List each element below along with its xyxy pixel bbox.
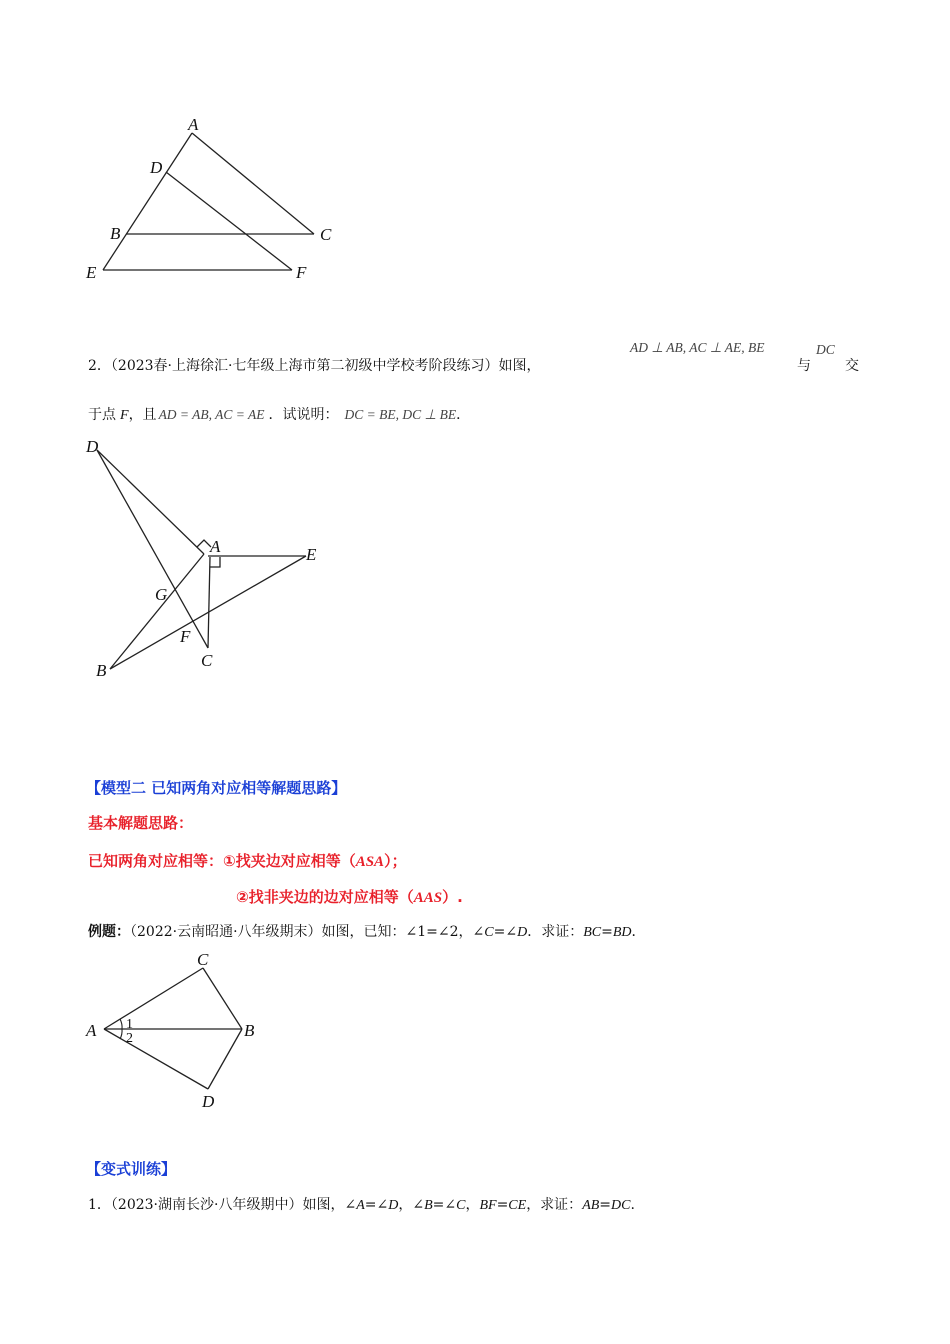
math-perpendicular-conditions: AD ⊥ AB, AC ⊥ AE, BE <box>630 340 765 355</box>
label-C: C <box>197 950 209 969</box>
label-F: F <box>180 627 191 646</box>
math-conclusion: DC = BE, DC ⊥ BE <box>344 407 457 422</box>
label-E: E <box>86 263 97 282</box>
asa-label: ASA <box>355 854 385 870</box>
label-A: A <box>210 537 221 556</box>
label-D: D <box>202 1092 215 1111</box>
label-A: A <box>188 115 199 134</box>
math-DC: DC <box>816 342 835 357</box>
text-yudian: 于点 <box>88 407 116 423</box>
approach-line-1 <box>88 850 407 871</box>
v-D: D <box>388 1198 399 1213</box>
v-A: A <box>356 1198 365 1213</box>
label-D: D <box>150 158 163 177</box>
segment-AE <box>103 133 192 270</box>
model-2-heading: 【模型二 已知两角对应相等解题思路】 <box>86 779 347 797</box>
approach-asa-text: 已知两角对应相等：①找夹边对应相等（ <box>88 852 356 870</box>
label-C: C <box>320 225 332 244</box>
figure-2-perpendicular-diagram <box>80 430 340 690</box>
right-angle-mark-CAE <box>210 557 220 567</box>
math-equal-sides: AD = AB, AC = AE <box>158 407 265 422</box>
variant-training-heading: 【变式训练】 <box>86 1160 177 1178</box>
label-B: B <box>110 224 121 243</box>
label-D: D <box>86 437 99 456</box>
approach-aas-text: ②找非夹边的边对应相等（ <box>236 888 414 906</box>
segment-AC <box>104 968 203 1029</box>
label-F: F <box>296 263 307 282</box>
approach-line-2 <box>236 886 463 907</box>
angle-label-2: 2 <box>126 1031 133 1046</box>
problem-2-line-2 <box>88 405 470 426</box>
v-end: . <box>630 1197 635 1213</box>
variant-problem-1 <box>88 1195 635 1216</box>
label-B: B <box>96 661 107 680</box>
segment-AB <box>110 554 204 669</box>
text-point-F: F <box>120 408 129 423</box>
v-eq2: =∠ <box>432 1197 457 1213</box>
v-BF: BF <box>479 1198 497 1213</box>
v-C: C <box>456 1198 466 1213</box>
example-text: （2022·云南昭通·八年级期末）如图，已知：∠1=∠2，∠ <box>130 924 485 940</box>
v-eq1: =∠ <box>364 1197 389 1213</box>
variant-number: 1． <box>88 1197 111 1213</box>
example-C: C <box>484 925 494 940</box>
label-G: G <box>155 585 168 604</box>
example-eq2: = <box>601 924 613 940</box>
v-c1: ，∠ <box>398 1197 425 1213</box>
v-c3: ，求证： <box>526 1197 583 1213</box>
figure-1-triangle-diagram <box>80 110 350 290</box>
angle-arc-2 <box>120 1029 122 1039</box>
basic-approach-label: 基本解题思路： <box>88 814 194 832</box>
variant-source: （2023·湖南长沙·八年级期中）如图，∠ <box>110 1197 357 1213</box>
right-angle-mark-DAB <box>197 540 211 547</box>
text-jiao: 交 <box>845 358 859 374</box>
segment-AD <box>104 1029 208 1089</box>
angle-label-1: 1 <box>126 1017 133 1032</box>
v-CE: CE <box>508 1198 527 1213</box>
example-D: D <box>517 925 528 940</box>
v-AB: AB <box>582 1198 600 1213</box>
text-qie: ，且 <box>128 407 157 423</box>
label-C: C <box>201 651 213 670</box>
label-A: A <box>86 1021 97 1040</box>
v-eq4: = <box>599 1197 612 1213</box>
example-eq: =∠ <box>493 924 518 940</box>
label-B: B <box>244 1021 255 1040</box>
example-prove: ．求证： <box>527 924 584 940</box>
v-DC: DC <box>611 1198 631 1213</box>
aas-label: AAS <box>413 890 443 906</box>
text-period: ． <box>456 407 471 423</box>
example-BC: BC <box>583 925 602 940</box>
example-end: ． <box>631 924 646 940</box>
v-B: B <box>424 1198 433 1213</box>
problem-number: 2． <box>88 358 111 374</box>
v-c2: ， <box>465 1197 480 1213</box>
approach-asa-end: ）； <box>384 852 407 870</box>
example-BD: BD <box>612 925 632 940</box>
text-explain: ．试说明： <box>268 407 339 423</box>
figure-3-kite-diagram <box>80 948 280 1113</box>
segment-DA <box>97 450 204 554</box>
v-eq3: = <box>496 1197 509 1213</box>
problem-2-line-1 <box>88 356 540 376</box>
label-E: E <box>306 545 317 564</box>
angle-arc-1 <box>120 1019 122 1029</box>
example-line <box>88 922 646 943</box>
segment-DF <box>166 172 292 270</box>
example-label: 例题： <box>88 924 130 940</box>
text-yu: 与 <box>797 358 811 374</box>
segment-AC <box>208 557 210 648</box>
segment-DC <box>97 450 208 648</box>
approach-aas-end: ）. <box>442 888 463 906</box>
problem-source: （2023春·上海徐汇·七年级上海市第二初级中学校考阶段练习）如图， <box>110 358 541 374</box>
segment-DB <box>208 1029 242 1089</box>
segment-AC <box>192 133 314 234</box>
segment-CB <box>203 968 242 1029</box>
